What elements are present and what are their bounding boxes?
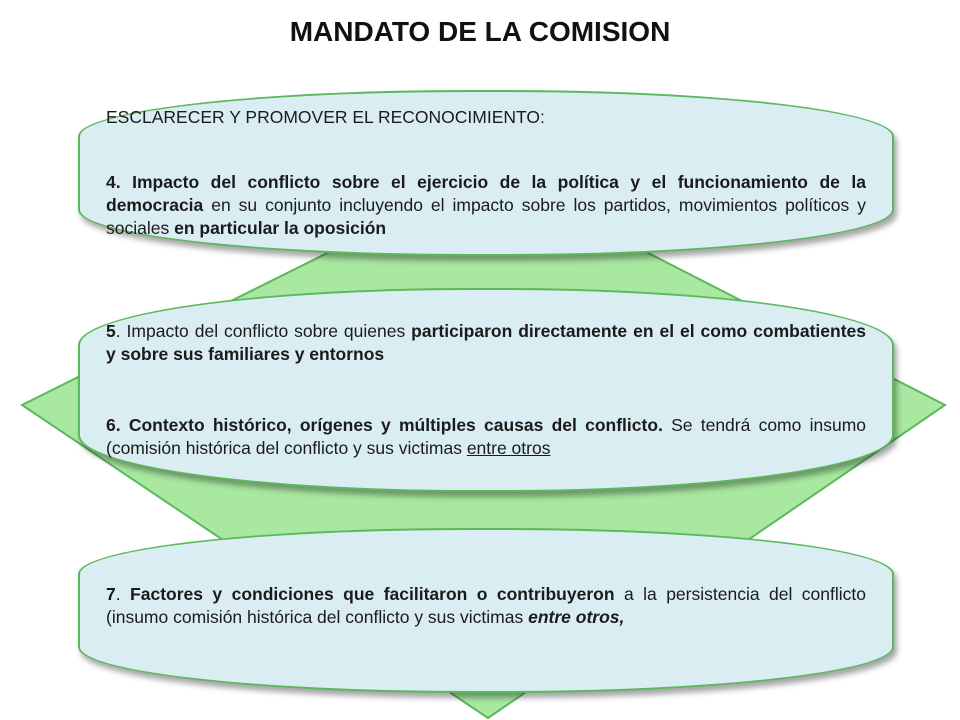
item-7-sep: .	[115, 584, 131, 604]
item-6	[106, 414, 866, 460]
item-4-bold-1: 4. Impacto del conflicto sobre el ejercicio de la política y el funcionamiento de la democracia	[106, 172, 866, 215]
item-7	[106, 583, 866, 629]
item-6-underline: entre otros	[466, 438, 551, 458]
item-7-text: a la persistencia del conflicto (insumo comisión histórica del conflicto y sus victimas	[106, 584, 866, 627]
card-esclarecer	[78, 90, 894, 256]
card-items-5-6	[78, 288, 894, 492]
card-item-7	[78, 528, 894, 693]
item-5-number: 5	[106, 321, 116, 341]
item-5-bold: participaron directamente en el el como combatientes y sobre sus familiares y entornos	[106, 321, 866, 364]
item-6-text: Se tendrá como insumo (comisión histórica del conflicto y sus victimas	[106, 415, 866, 458]
item-7-number: 7	[106, 584, 116, 604]
item-4	[106, 171, 866, 240]
item-7-bold: Factores y condiciones que facilitaron o contribuyeron	[130, 584, 615, 604]
item-7-italic: entre otros,	[528, 607, 625, 627]
item-5	[106, 320, 866, 366]
item-6-bold: 6. Contexto histórico, orígenes y múltiples causas del conflicto.	[106, 415, 663, 435]
item-5-text: . Impacto del conflicto sobre quienes	[115, 321, 412, 341]
card-heading: ESCLARECER Y PROMOVER EL RECONOCIMIENTO:	[106, 107, 545, 127]
item-4-text: en su conjunto incluyendo el impacto sobre los partidos, movimientos políticos y sociales	[106, 195, 866, 238]
item-4-bold-2: en particular la oposición	[174, 218, 387, 238]
page-title: MANDATO DE LA COMISION	[289, 16, 671, 47]
